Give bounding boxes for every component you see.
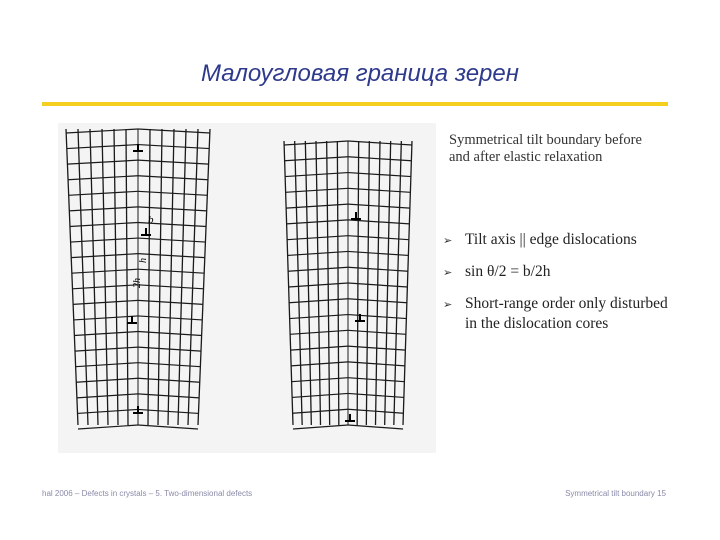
lattice-line (316, 141, 321, 425)
bullet-item (443, 294, 673, 334)
lattice-line (295, 141, 303, 425)
bullet-text: Tilt axis || edge dislocations (465, 231, 637, 248)
lattice-line (126, 129, 128, 425)
lattice-line (394, 141, 402, 425)
lattice-line (78, 425, 138, 429)
bullet-item (443, 262, 673, 282)
lattice-line (305, 141, 311, 425)
lattice-after-relaxation (284, 141, 412, 429)
lattice-line (293, 425, 348, 429)
lattice-line (198, 129, 210, 425)
figure-caption: Symmetrical tilt boundary before and after elastic relaxation (449, 132, 642, 165)
spacing-2h-label: 2h (132, 278, 143, 288)
lattice-line (284, 141, 293, 425)
arrow-bullet-icon: ➢ (443, 298, 453, 311)
dislocation-mark (345, 414, 355, 421)
lattice-line (366, 141, 369, 425)
lattice-line (348, 425, 403, 429)
lattice-line (114, 129, 118, 425)
lattice-line (138, 425, 198, 429)
lattice-line (66, 129, 78, 425)
arrow-bullet-icon: ➢ (443, 266, 453, 279)
slide-title: Малоугловая граница зерен (201, 60, 519, 87)
lattice-line (357, 141, 359, 425)
spacing-h-label: h (138, 258, 149, 263)
lattice-line (376, 141, 381, 425)
dislocation-lattice-diagram (58, 123, 436, 453)
bullet-text: Short-range order only disturbed in the dislocation cores (465, 295, 668, 332)
lattice-line (403, 141, 412, 425)
footer-page-text: Symmetrical tilt boundary 15 (565, 489, 666, 498)
lattice-line (188, 129, 198, 425)
lattice-line (158, 129, 162, 425)
lattice-line (385, 141, 391, 425)
bullet-text: sin θ/2 = b/2h (465, 263, 551, 280)
footer-course-text: hal 2006 – Defects in crystals – 5. Two-dimensional defects (42, 489, 253, 498)
title-divider (42, 102, 668, 106)
lattice-line (327, 141, 330, 425)
bullet-item (443, 230, 673, 250)
bullet-list (443, 230, 673, 346)
lattice-line (78, 129, 88, 425)
lattice-line (148, 129, 150, 425)
arrow-bullet-icon: ➢ (443, 234, 453, 247)
lattice-line (337, 141, 339, 425)
tilt-boundary-figure (58, 123, 436, 453)
dislocation-mark (351, 212, 361, 219)
burgers-vector-label: b (148, 214, 154, 226)
